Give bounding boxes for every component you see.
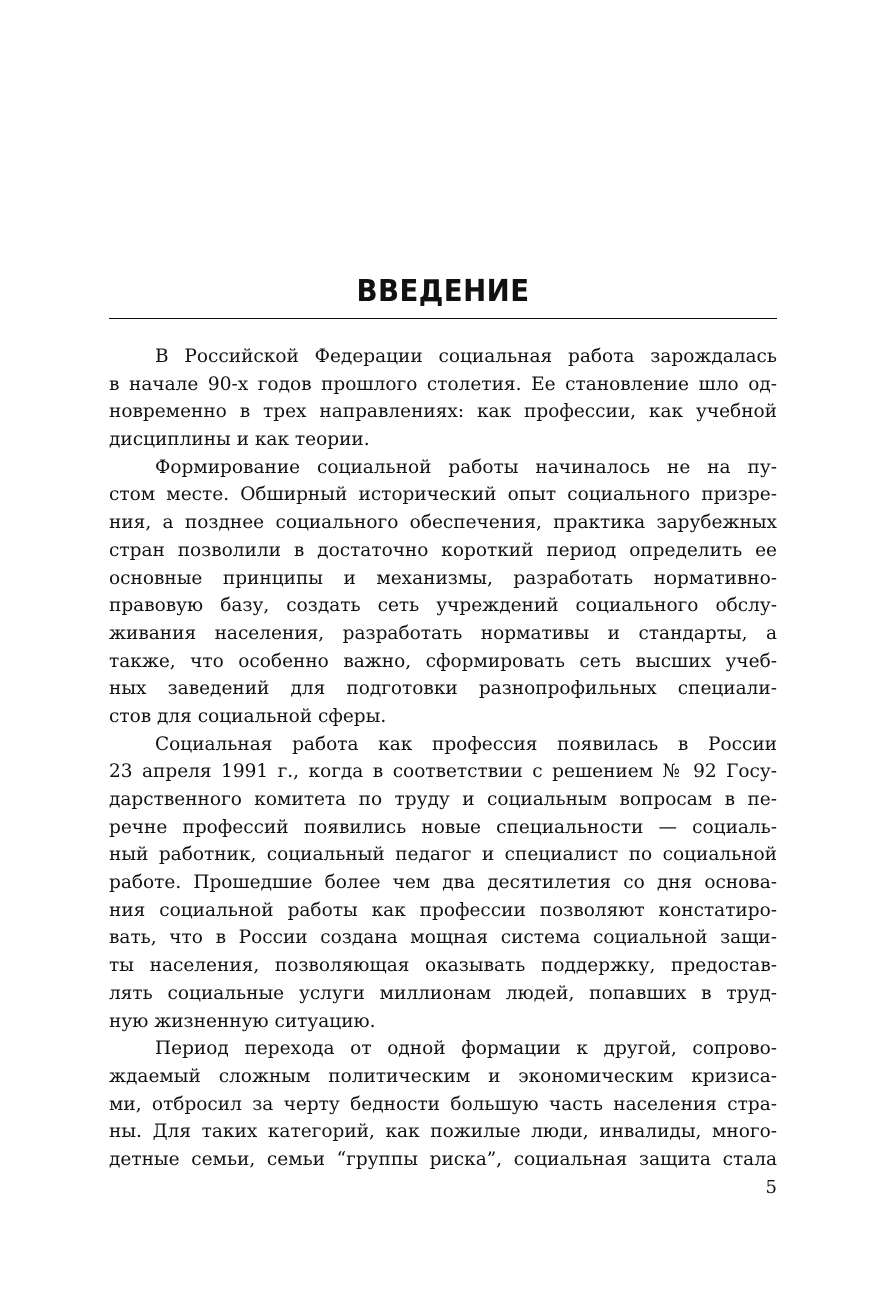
text-line: ты населения, позволяющая оказывать поддержку, предостав- <box>109 955 777 977</box>
text-line: ния, а позднее социального обеспечения, практика зарубежных <box>109 512 777 534</box>
text-line: работе. Прошедшие более чем два десятилетия со дня основа- <box>109 872 777 894</box>
text-line: ждаемый сложным политическим и экономическим кризиса- <box>109 1065 777 1087</box>
text-line: ных заведений для подготовки разнопрофильных специали- <box>109 678 777 700</box>
text-line: дисциплины и как теории. <box>109 429 370 451</box>
text-line: также, что особенно важно, сформировать сеть высших учеб- <box>109 650 777 672</box>
text-line: стом месте. Обширный исторический опыт социального призре- <box>109 484 777 506</box>
text-line: Период перехода от одной формации к другой, сопрово- <box>155 1038 777 1060</box>
text-line: 23 апреля 1991 г., когда в соответствии с решением № 92 Госу- <box>109 761 777 783</box>
text-line: речне профессий появились новые специальности — социаль- <box>109 816 777 838</box>
page-title: ВВЕДЕНИЕ <box>356 274 530 309</box>
text-line: стов для социальной сферы. <box>109 705 387 727</box>
paragraph-4 <box>109 1035 777 1173</box>
text-line: в начале 90-х годов прошлого столетия. Ее становление шло од- <box>109 373 777 395</box>
text-line: правовую базу, создать сеть учреждений социального обслу- <box>109 595 777 617</box>
text-line: дарственного комитета по труду и социальным вопросам в пе- <box>109 789 777 810</box>
text-line: В Российской Федерации социальная работа зарождалась <box>155 346 777 367</box>
paragraph-3 <box>109 731 777 1036</box>
text-line: Социальная работа как профессия появилась в России <box>155 733 777 755</box>
text-line: ный работник, социальный педагог и специалист по социальной <box>109 844 777 866</box>
text-line: живания населения, разработать нормативы и стандарты, а <box>109 622 777 644</box>
text-line: вать, что в России создана мощная система социальной защи- <box>109 927 777 949</box>
text-line: ны. Для таких категорий, как пожилые люди, инвалиды, много- <box>109 1121 777 1143</box>
text-line: ми, отбросил за черту бедности большую часть населения стра- <box>109 1093 777 1115</box>
body-text <box>109 343 777 1174</box>
text-line: детные семьи, семьи “группы риска”, социальная защита стала <box>109 1148 777 1170</box>
paragraph-1 <box>109 343 777 454</box>
text-line: Формирование социальной работы начиналось не на пу- <box>155 456 777 478</box>
page-number: 5 <box>765 1177 777 1198</box>
paragraph-2 <box>109 454 777 731</box>
text-line: основные принципы и механизмы, разработать нормативно- <box>109 567 777 589</box>
text-line: ную жизненную ситуацию. <box>109 1010 376 1032</box>
text-line: ния социальной работы как профессии позволяют констатиро- <box>109 899 777 921</box>
text-line: новременно в трех направлениях: как профессии, как учебной <box>109 401 777 423</box>
text-line: лять социальные услуги миллионам людей, попавших в труд- <box>109 982 777 1004</box>
title-divider <box>109 318 777 319</box>
text-line: стран позволили в достаточно короткий период определить ее <box>109 539 777 561</box>
